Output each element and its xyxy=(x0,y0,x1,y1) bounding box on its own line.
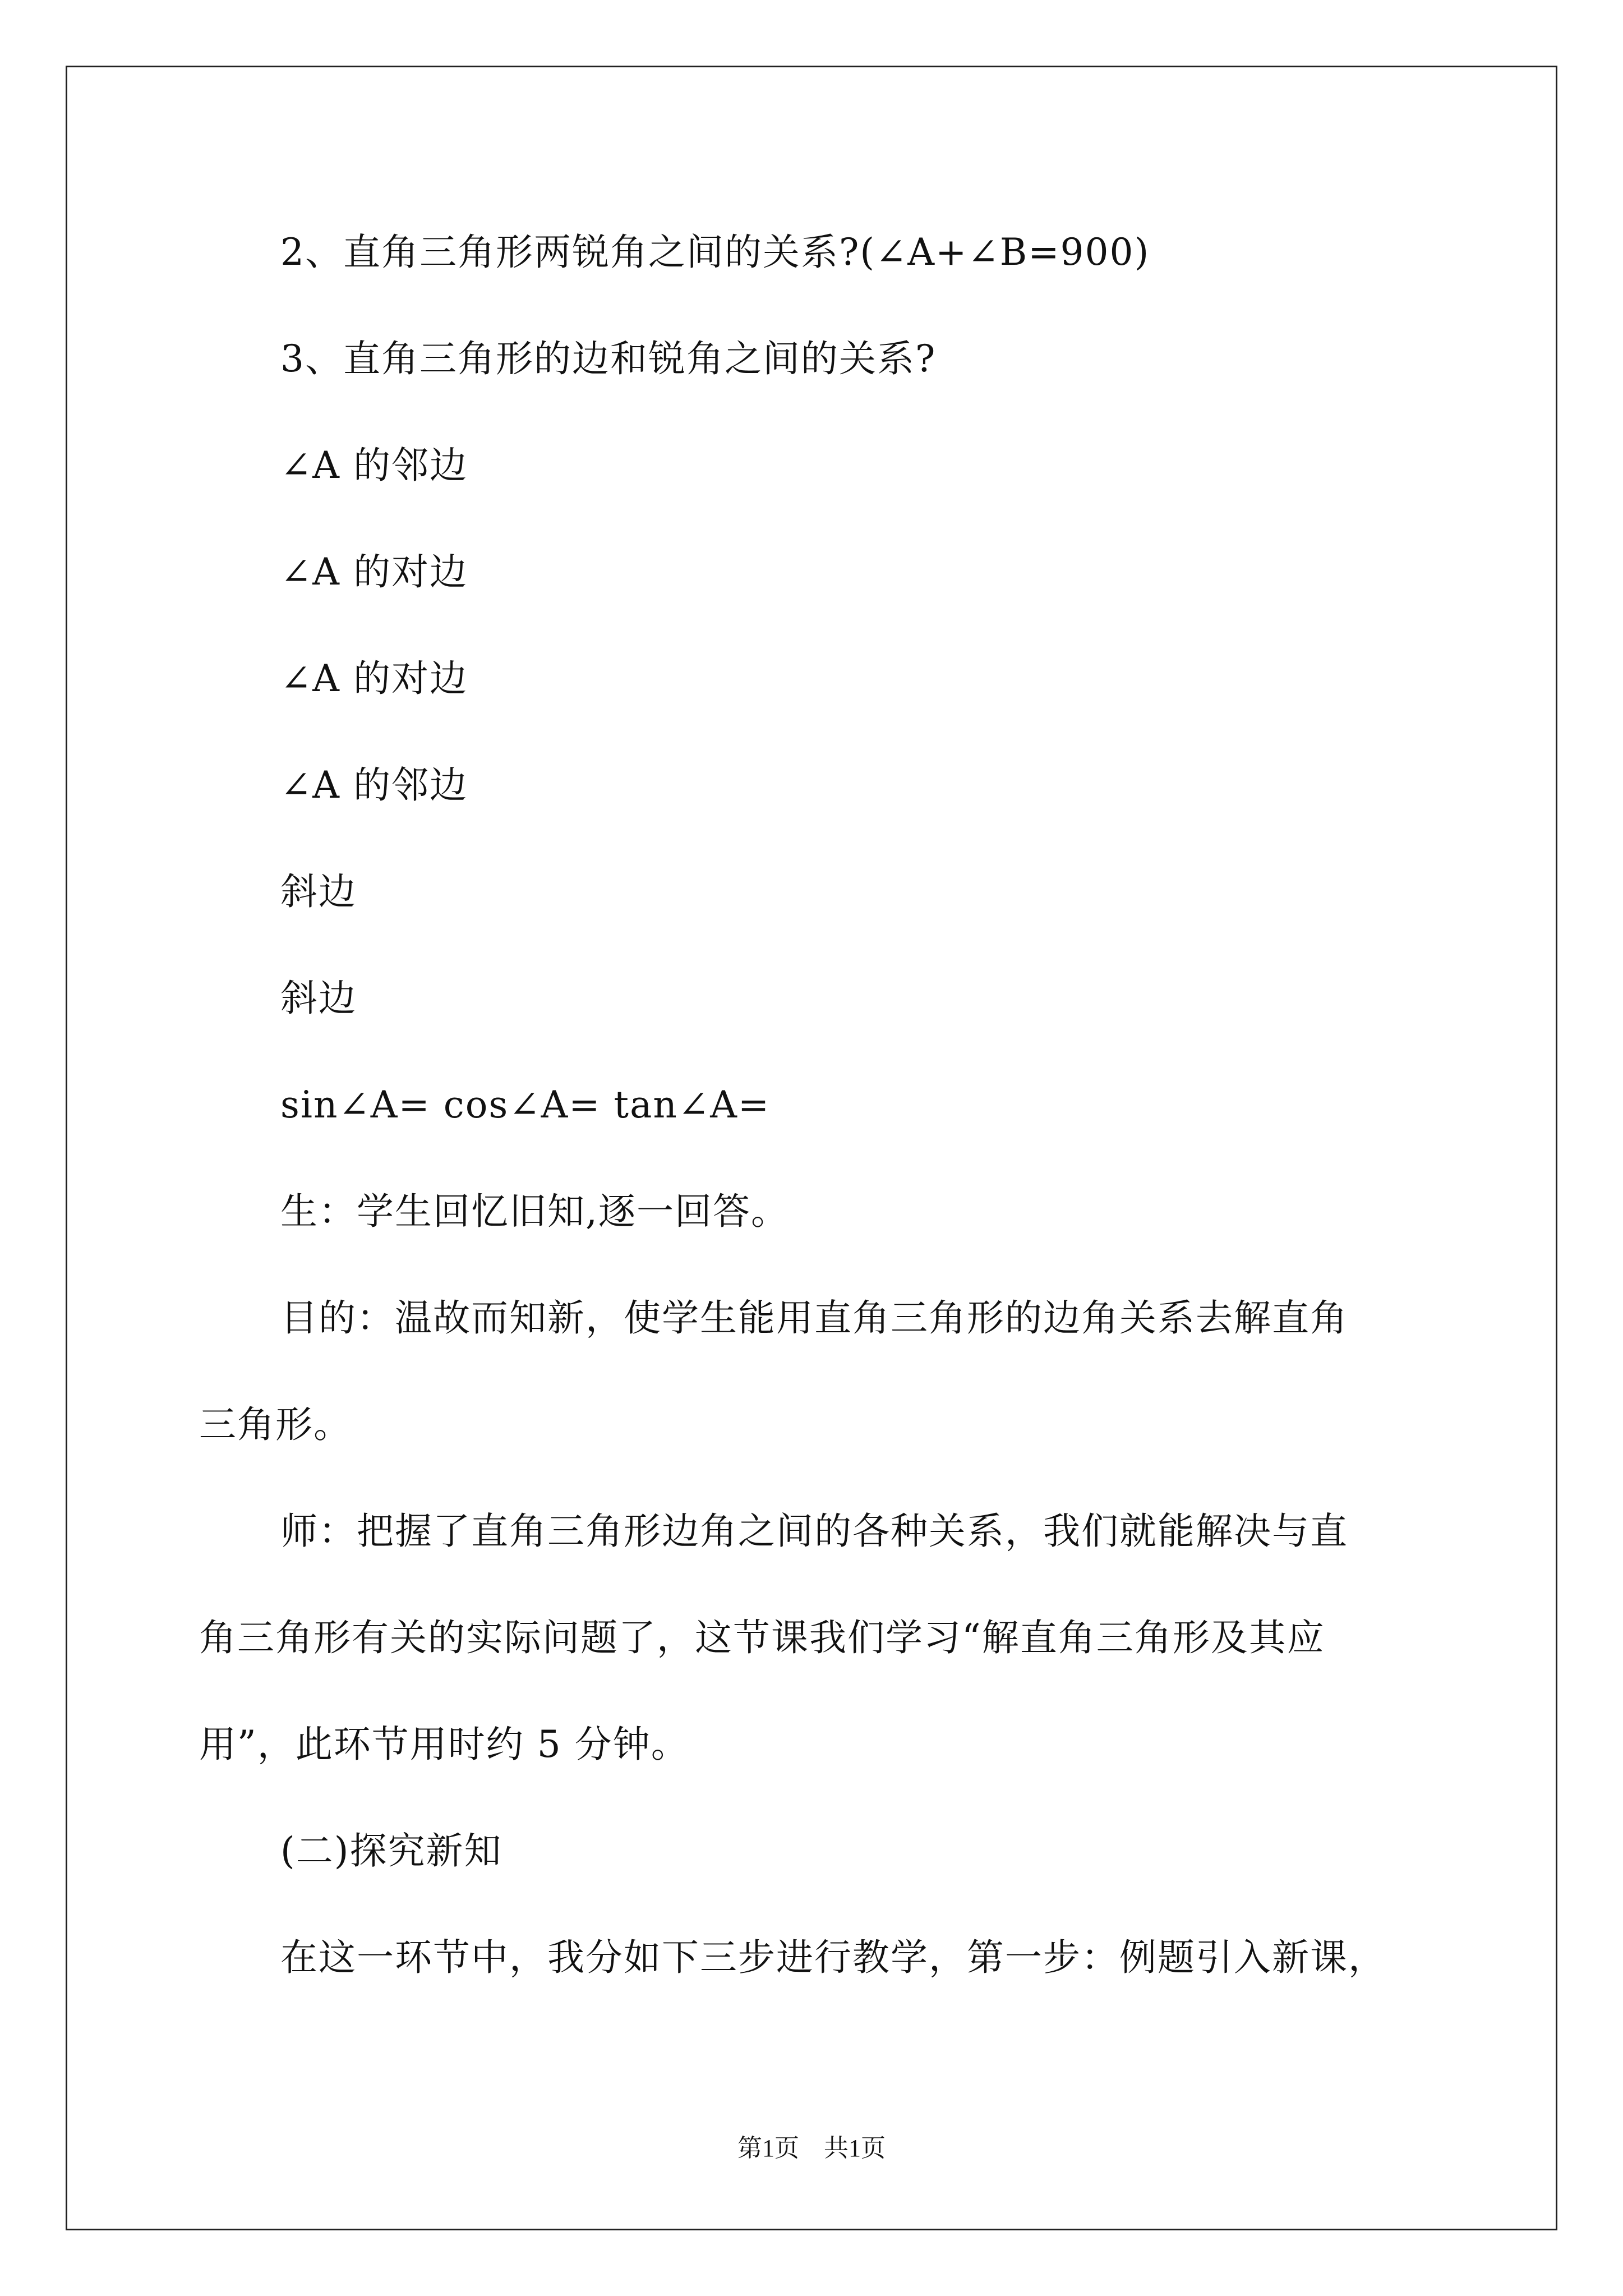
text-line: 斜边 xyxy=(280,977,357,1020)
text-line: ∠A 的对边 xyxy=(280,550,468,593)
text-line: 三角形。 xyxy=(199,1403,352,1446)
page-border xyxy=(66,66,1557,2230)
text-line: 3、直角三角形的边和锐角之间的关系? xyxy=(280,337,937,380)
text-line: ∠A 的对边 xyxy=(280,657,468,700)
text-line: 用”，此环节用时约 5 分钟。 xyxy=(199,1723,689,1766)
text-line: 生：学生回忆旧知,逐一回答。 xyxy=(280,1190,789,1233)
text-line: 师：把握了直角三角形边角之间的各种关系，我们就能解决与直 xyxy=(280,1510,1348,1553)
text-line: ∠A 的邻边 xyxy=(280,444,468,487)
section-heading: (二)探究新知 xyxy=(280,1829,502,1872)
page-footer: 第1页 共1页 xyxy=(737,2134,886,2162)
text-line: 目的：温故而知新，使学生能用直角三角形的边角关系去解直角 xyxy=(280,1296,1348,1340)
text-line: sin∠A= cos∠A= tan∠A= xyxy=(280,1083,771,1126)
text-line: 角三角形有关的实际问题了，这节课我们学习“解直角三角形及其应 xyxy=(199,1616,1325,1659)
text-line: 在这一环节中，我分如下三步进行教学，第一步：例题引入新课， xyxy=(280,1936,1386,1979)
text-line: ∠A 的邻边 xyxy=(280,763,468,807)
text-line: 2、直角三角形两锐角之间的关系?(∠A+∠B=900) xyxy=(280,231,1150,274)
text-line: 斜边 xyxy=(280,870,357,913)
